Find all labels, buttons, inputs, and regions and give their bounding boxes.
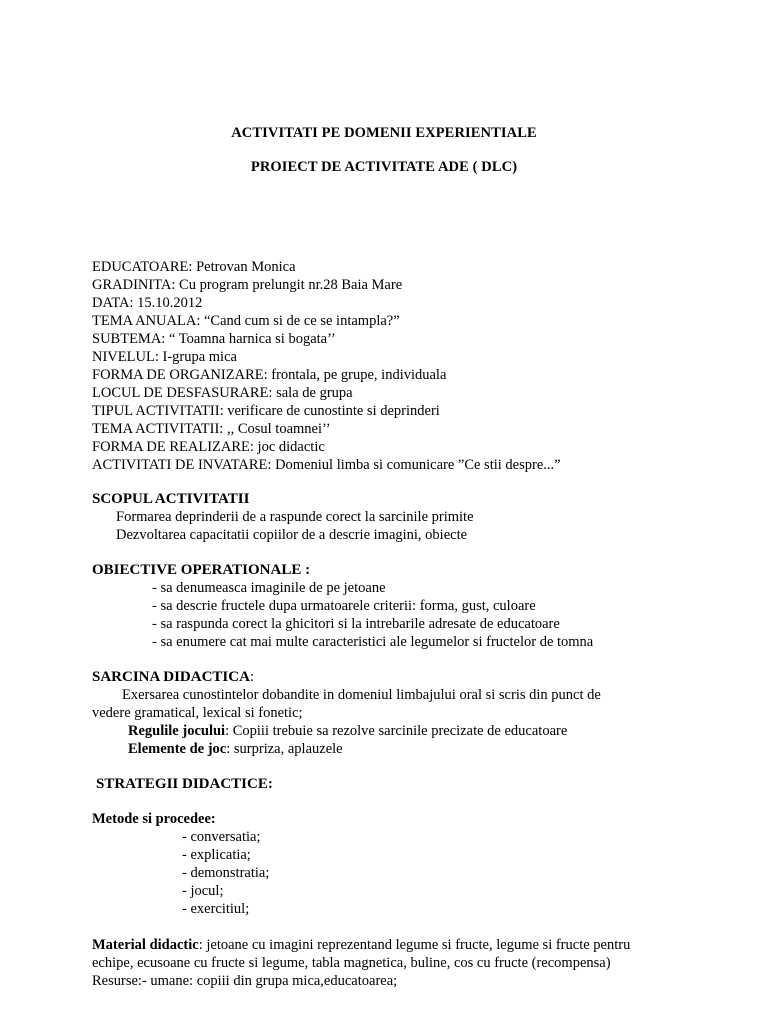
info-row: [92, 384, 732, 402]
document-title: ACTIVITATI PE DOMENII EXPERIENTIALE: [231, 125, 537, 141]
info-value: Petrovan Monica: [192, 259, 296, 275]
info-block: [92, 258, 732, 474]
info-value: ,, Cosul toamnei’’: [223, 421, 331, 437]
info-value: 15.10.2012: [133, 295, 203, 311]
info-label: SUBTEMA:: [92, 331, 166, 347]
info-label: TEMA ACTIVITATII:: [92, 421, 224, 437]
info-row: [92, 348, 732, 366]
info-row: [92, 294, 732, 312]
material-row: [92, 936, 752, 954]
info-label: TEMA ANUALA:: [92, 313, 201, 329]
info-row: [92, 456, 732, 474]
info-label: GRADINITA:: [92, 277, 176, 293]
info-row: [92, 366, 732, 384]
info-row: [92, 276, 732, 294]
obiective-section: [92, 561, 732, 651]
info-label: ACTIVITATI DE INVATARE:: [92, 457, 272, 473]
info-value: Cu program prelungit nr.28 Baia Mare: [175, 277, 403, 293]
sarcina-line: vedere gramatical, lexical si fonetic;: [92, 705, 303, 721]
metoda-item: - conversatia;: [182, 829, 261, 845]
info-row: [92, 312, 732, 330]
objective-item: - sa raspunda corect la ghicitori si la intrebarile adresate de educatoare: [152, 616, 560, 632]
elemente-row: [92, 740, 732, 758]
resurse-line: Resurse:- umane: copiii din grupa mica,educatoarea;: [92, 973, 398, 989]
info-label: FORMA DE REALIZARE:: [92, 439, 254, 455]
scop-heading: SCOPUL ACTIVITATII: [92, 491, 250, 507]
info-row: [92, 438, 732, 456]
material-label: Material didactic: [92, 937, 199, 953]
scop-line: Formarea deprinderii de a raspunde corect la sarcinile primite: [116, 509, 474, 525]
metode-heading: Metode si procedee:: [92, 811, 216, 827]
sarcina-heading: SARCINA DIDACTICA: [92, 669, 250, 685]
strategii-section: [96, 775, 736, 793]
objective-item: - sa enumere cat mai multe caracteristici ale legumelor si fructelor de tomna: [152, 634, 594, 650]
sarcina-heading-row: [92, 668, 732, 686]
objective-item: - sa descrie fructele dupa urmatoarele criterii: forma, gust, culoare: [152, 598, 536, 614]
info-value: verificare de cunostinte si deprinderi: [223, 403, 440, 419]
elemente-text: : surpriza, aplauzele: [226, 741, 343, 757]
strategii-heading: STRATEGII DIDACTICE:: [96, 776, 273, 792]
obiective-heading: OBIECTIVE OPERATIONALE :: [92, 562, 311, 578]
info-value: joc didactic: [253, 439, 325, 455]
reguli-label: Regulile jocului: [128, 723, 226, 739]
info-label: NIVELUL:: [92, 349, 159, 365]
reguli-row: [92, 722, 732, 740]
info-row: [92, 420, 732, 438]
info-row: [92, 258, 732, 276]
metoda-item: - exercitiul;: [182, 901, 250, 917]
metode-section: [92, 810, 732, 918]
elemente-label: Elemente de joc: [128, 741, 227, 757]
metoda-item: - demonstratia;: [182, 865, 270, 881]
reguli-text: : Copiii trebuie sa rezolve sarcinile precizate de educatoare: [225, 723, 568, 739]
info-value: frontala, pe grupe, individuala: [267, 367, 447, 383]
info-label: TIPUL ACTIVITATII:: [92, 403, 224, 419]
scop-line: Dezvoltarea capacitatii copiilor de a descrie imagini, obiecte: [116, 527, 468, 543]
info-label: EDUCATOARE:: [92, 259, 193, 275]
info-value: “ Toamna harnica si bogata’’: [165, 331, 336, 347]
material-line: echipe, ecusoane cu fructe si legume, tabla magnetica, buline, cos cu fructe (recompensa): [92, 955, 611, 971]
sarcina-line: Exersarea cunostintelor dobandite in domeniul limbajului oral si scris din punct de: [122, 687, 601, 703]
info-row: [92, 330, 732, 348]
scop-section: [92, 490, 732, 544]
document-subtitle: PROIECT DE ACTIVITATE ADE ( DLC): [250, 159, 518, 175]
info-row: [92, 402, 732, 420]
sarcina-heading-colon: :: [249, 669, 254, 685]
metoda-item: - explicatia;: [182, 847, 251, 863]
info-label: FORMA DE ORGANIZARE:: [92, 367, 268, 383]
metoda-item: - jocul;: [182, 883, 224, 899]
objective-item: - sa denumeasca imaginile de pe jetoane: [152, 580, 386, 596]
info-label: LOCUL DE DESFASURARE:: [92, 385, 273, 401]
info-value: sala de grupa: [272, 385, 353, 401]
info-value: Domeniul limba si comunicare ”Ce stii despre...”: [271, 457, 561, 473]
material-text: : jetoane cu imagini reprezentand legume si fructe, legume si fructe pentru: [198, 937, 631, 953]
info-value: I-grupa mica: [158, 349, 237, 365]
sarcina-section: [92, 668, 732, 758]
info-value: “Cand cum si de ce se intampla?”: [200, 313, 400, 329]
material-section: [92, 936, 752, 990]
info-label: DATA:: [92, 295, 134, 311]
